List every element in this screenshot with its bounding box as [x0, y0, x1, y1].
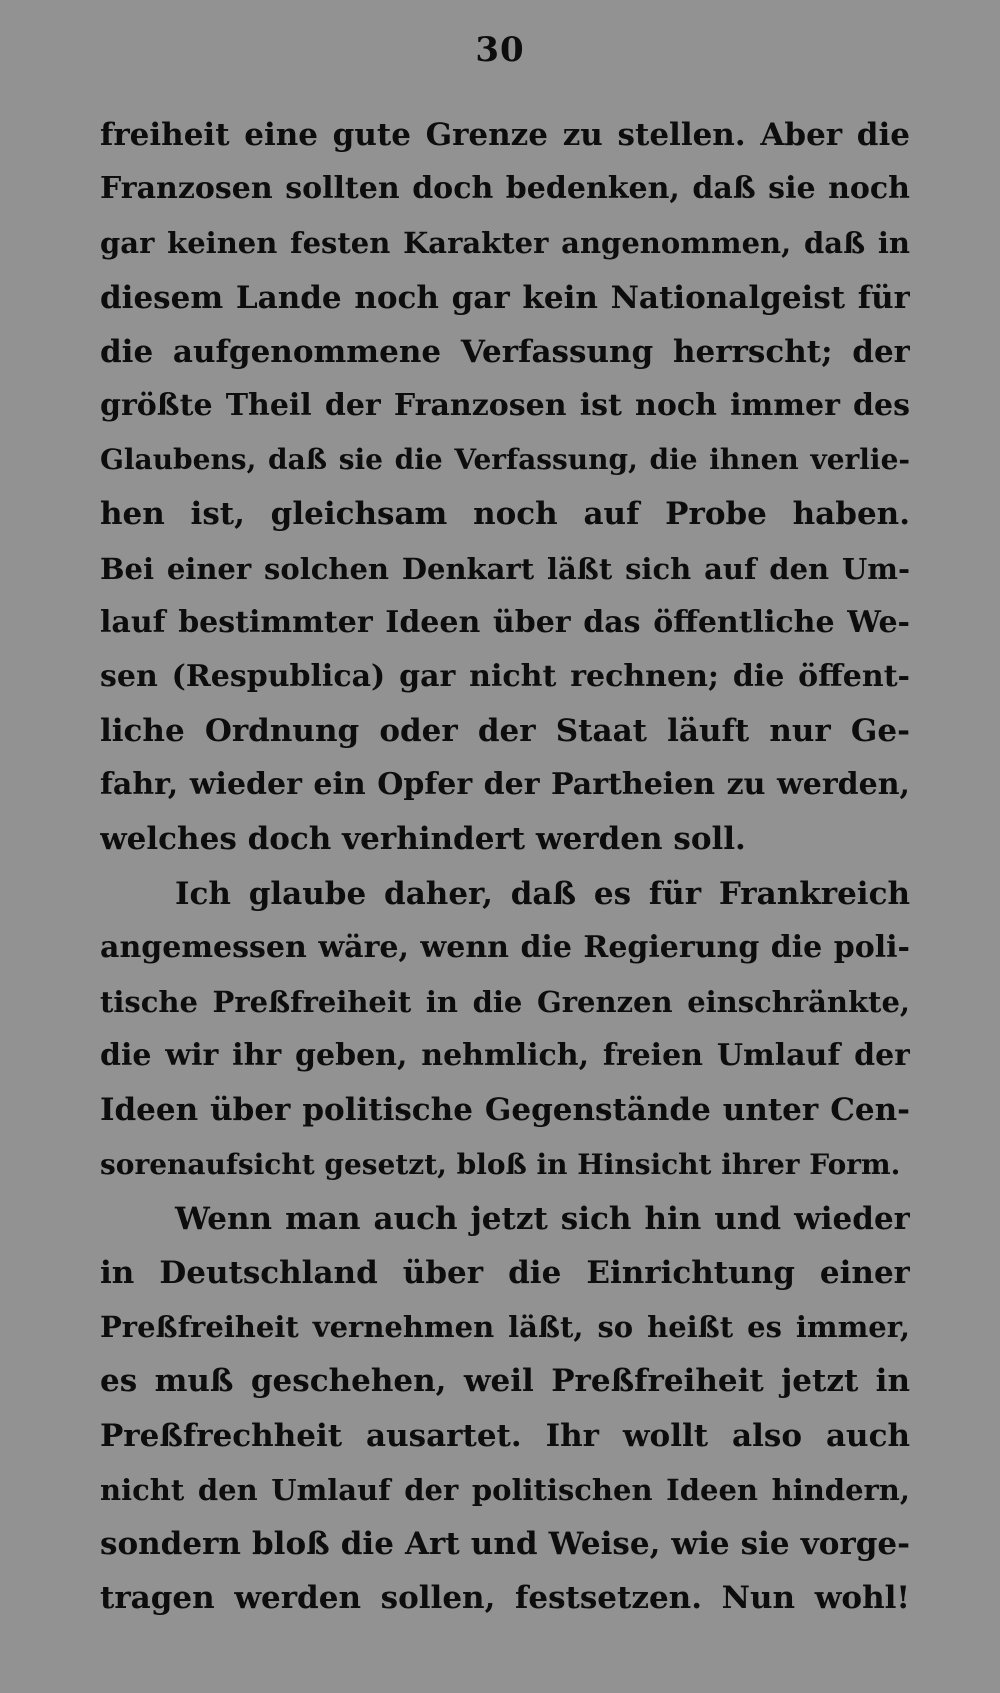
text-line: sondern bloß die Art und Weise, wie sie vorge-	[100, 1525, 910, 1562]
page-text	[100, 108, 910, 1625]
text-line: es muß geschehen, weil Preßfreiheit jetzt in	[100, 1363, 910, 1400]
text-line: angemessen wäre, wenn die Regierung die poli-	[100, 929, 910, 965]
text-line: welches doch verhindert werden soll.	[100, 821, 746, 858]
text-line: Bei einer solchen Denkart läßt sich auf den Um-	[100, 551, 910, 586]
text-line: Franzosen sollten doch bedenken, daß sie noch	[100, 171, 910, 207]
page-number: 30	[475, 30, 525, 70]
text-line: in Deutschland über die Einrichtung einer	[100, 1254, 910, 1291]
text-line: fahr, wieder ein Opfer der Partheien zu werden,	[100, 767, 910, 803]
text-line: Glaubens, daß sie die Verfassung, die ihnen verlie-	[100, 443, 910, 477]
text-line: tragen werden sollen, festsetzen. Nun wohl!	[100, 1580, 910, 1617]
text-line: Preßfreiheit vernehmen läßt, so heißt es immer,	[100, 1310, 910, 1345]
text-line: freiheit eine gute Grenze zu stellen. Aber die	[100, 117, 910, 153]
text-line: gar keinen festen Karakter angenommen, daß in	[100, 226, 910, 261]
text-line: die wir ihr geben, nehmlich, freien Umlauf der	[100, 1038, 910, 1074]
text-line: sen (Respublica) gar nicht rechnen; die öffent-	[100, 658, 910, 694]
text-line: größte Theil der Franzosen ist noch immer des	[100, 387, 910, 423]
text-line: lauf bestimmter Ideen über das öffentliche We-	[100, 604, 910, 640]
text-line: die aufgenommene Verfassung herrscht; der	[100, 333, 910, 370]
text-line: nicht den Umlauf der politischen Ideen hindern,	[100, 1472, 910, 1507]
text-line: Ideen über politische Gegenstände unter Cen-	[100, 1092, 910, 1129]
text-line: diesem Lande noch gar kein Nationalgeist für	[100, 279, 910, 316]
text-line: Ich glaube daher, daß es für Frankreich	[175, 875, 910, 912]
text-line: tische Preßfreiheit in die Grenzen einschränkte,	[100, 985, 910, 1019]
text-line: liche Ordnung oder der Staat läuft nur Ge-	[100, 713, 910, 750]
text-line: sorenaufsicht gesetzt, bloß in Hinsicht ihrer Form.	[100, 1147, 901, 1181]
text-line: Wenn man auch jetzt sich hin und wieder	[175, 1200, 910, 1237]
text-line: hen ist, gleichsam noch auf Probe haben.	[100, 496, 910, 533]
text-line: Preßfrechheit ausartet. Ihr wollt also auch	[100, 1417, 910, 1454]
